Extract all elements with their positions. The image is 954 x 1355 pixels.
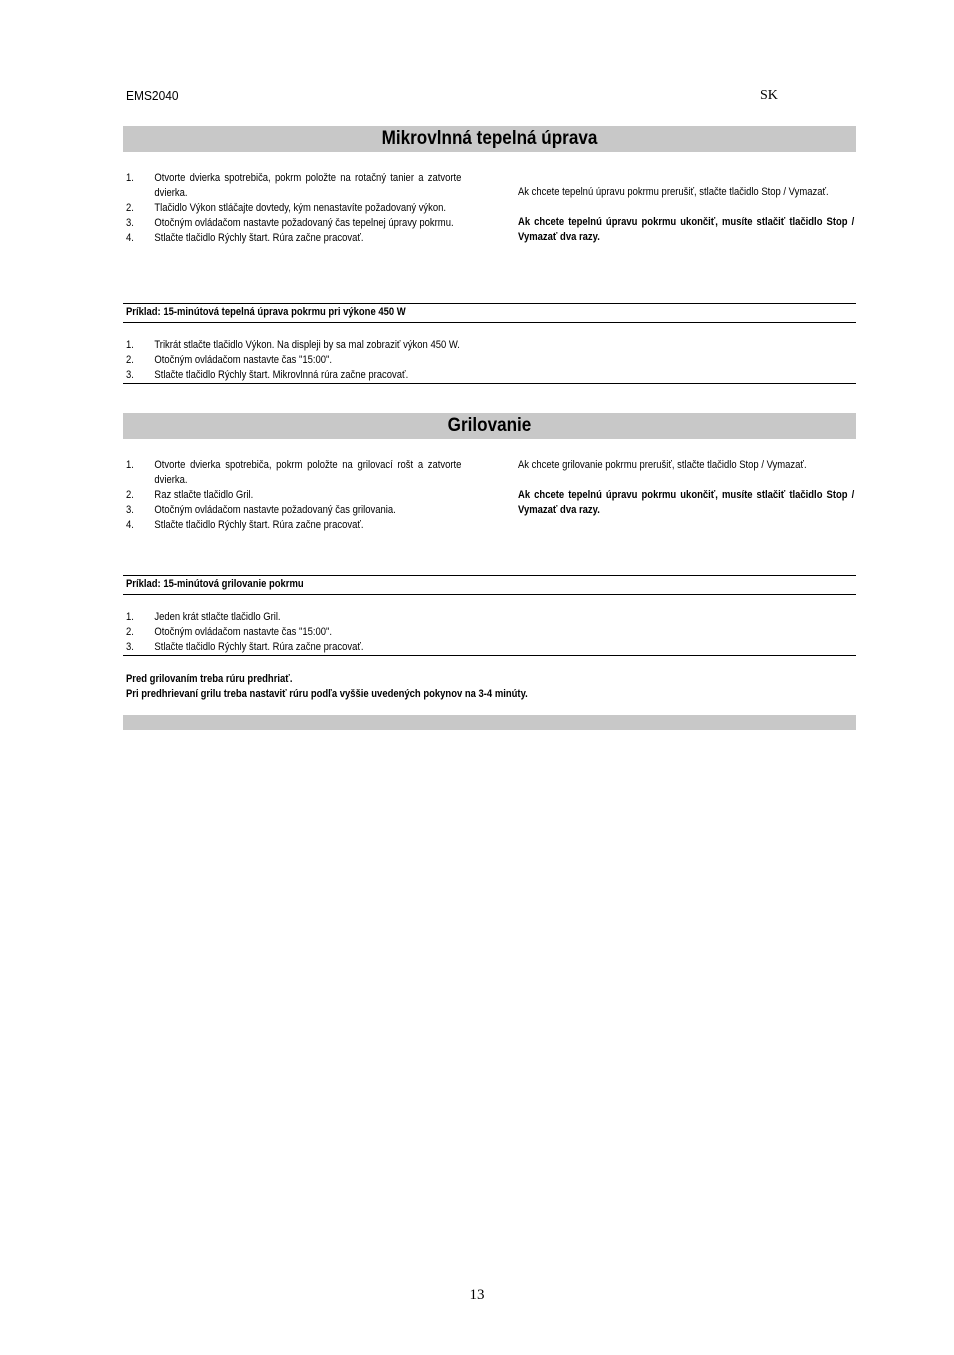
divider <box>123 383 856 384</box>
page-number: 13 <box>469 1287 485 1303</box>
grill-notes <box>518 458 854 518</box>
interrupt-note: Ak chcete tepelnú úpravu pokrmu prerušiť, stlačte tlačidlo Stop / Vymazať. <box>518 186 829 198</box>
divider <box>123 322 856 323</box>
divider <box>123 575 856 576</box>
list-item: 1. Jeden krát stlačte tlačidlo Gril. <box>126 611 281 623</box>
microwave-example-steps <box>126 338 590 383</box>
model-number: EMS2040 <box>126 88 179 103</box>
list-item: 2. Otočným ovládačom nastavte čas "15:00". <box>126 626 332 638</box>
empty-section-bar <box>123 715 856 730</box>
list-item: 3. Otočným ovládačom nastavte požadovaný čas tepelnej úpravy pokrmu. <box>126 217 454 229</box>
grill-steps <box>126 458 461 533</box>
list-item: 4. Stlačte tlačidlo Rýchly štart. Rúra začne pracovať. <box>126 232 364 244</box>
list-item: 1. Trikrát stlačte tlačidlo Výkon. Na displeji by sa mal zobraziť výkon 450 W. <box>126 339 460 351</box>
divider <box>123 594 856 595</box>
example-title: Príklad: 15-minútová tepelná úprava pokrmu pri výkone 450 W <box>126 306 406 318</box>
section-title-microwave: Mikrovlnná tepelná úprava <box>381 128 598 149</box>
grill-example-steps <box>126 610 590 655</box>
preheat-line: Pred grilovaním treba rúru predhriať. <box>126 673 293 685</box>
preheat-note <box>126 672 814 702</box>
divider <box>123 655 856 656</box>
list-item: 3. Stlačte tlačidlo Rýchly štart. Rúra začne pracovať. <box>126 641 364 653</box>
list-item: 2. Otočným ovládačom nastavte čas "15:00". <box>126 354 332 366</box>
microwave-steps <box>126 171 461 246</box>
divider <box>123 303 856 304</box>
section-title-bar <box>123 126 856 152</box>
interrupt-note: Ak chcete grilovanie pokrmu prerušiť, stlačte tlačidlo Stop / Vymazať. <box>518 459 807 471</box>
section-title-bar <box>123 413 856 439</box>
example-title: Príklad: 15-minútová grilovanie pokrmu <box>126 578 304 590</box>
list-item: 2. Tlačidlo Výkon stláčajte dovtedy, kým nenastavíte požadovaný výkon. <box>126 202 447 214</box>
list-item: 3. Stlačte tlačidlo Rýchly štart. Mikrovlnná rúra začne pracovať. <box>126 369 409 381</box>
language-code: SK <box>760 88 778 103</box>
stop-note: Ak chcete tepelnú úpravu pokrmu ukončiť, musíte stlačiť tlačidlo Stop / Vymazať dva razy. <box>518 489 855 516</box>
list-item: 2. Raz stlačte tlačidlo Gril. <box>126 489 254 501</box>
list-item: 1. Otvorte dvierka spotrebiča, pokrm položte na rotačný tanier a zatvorte dvierka. <box>126 172 462 199</box>
stop-note: Ak chcete tepelnú úpravu pokrmu ukončiť, musíte stlačiť tlačidlo Stop / Vymazať dva razy. <box>518 216 855 243</box>
preheat-line: Pri predhrievaní grilu treba nastaviť rúru podľa vyššie uvedených pokynov na 3-4 minúty. <box>126 688 528 700</box>
list-item: 1. Otvorte dvierka spotrebiča, pokrm položte na grilovací rošt a zatvorte dvierka. <box>126 459 462 486</box>
microwave-notes <box>518 185 854 245</box>
list-item: 4. Stlačte tlačidlo Rýchly štart. Rúra začne pracovať. <box>126 519 364 531</box>
list-item: 3. Otočným ovládačom nastavte požadovaný čas grilovania. <box>126 504 396 516</box>
section-title-grill: Grilovanie <box>447 415 532 436</box>
